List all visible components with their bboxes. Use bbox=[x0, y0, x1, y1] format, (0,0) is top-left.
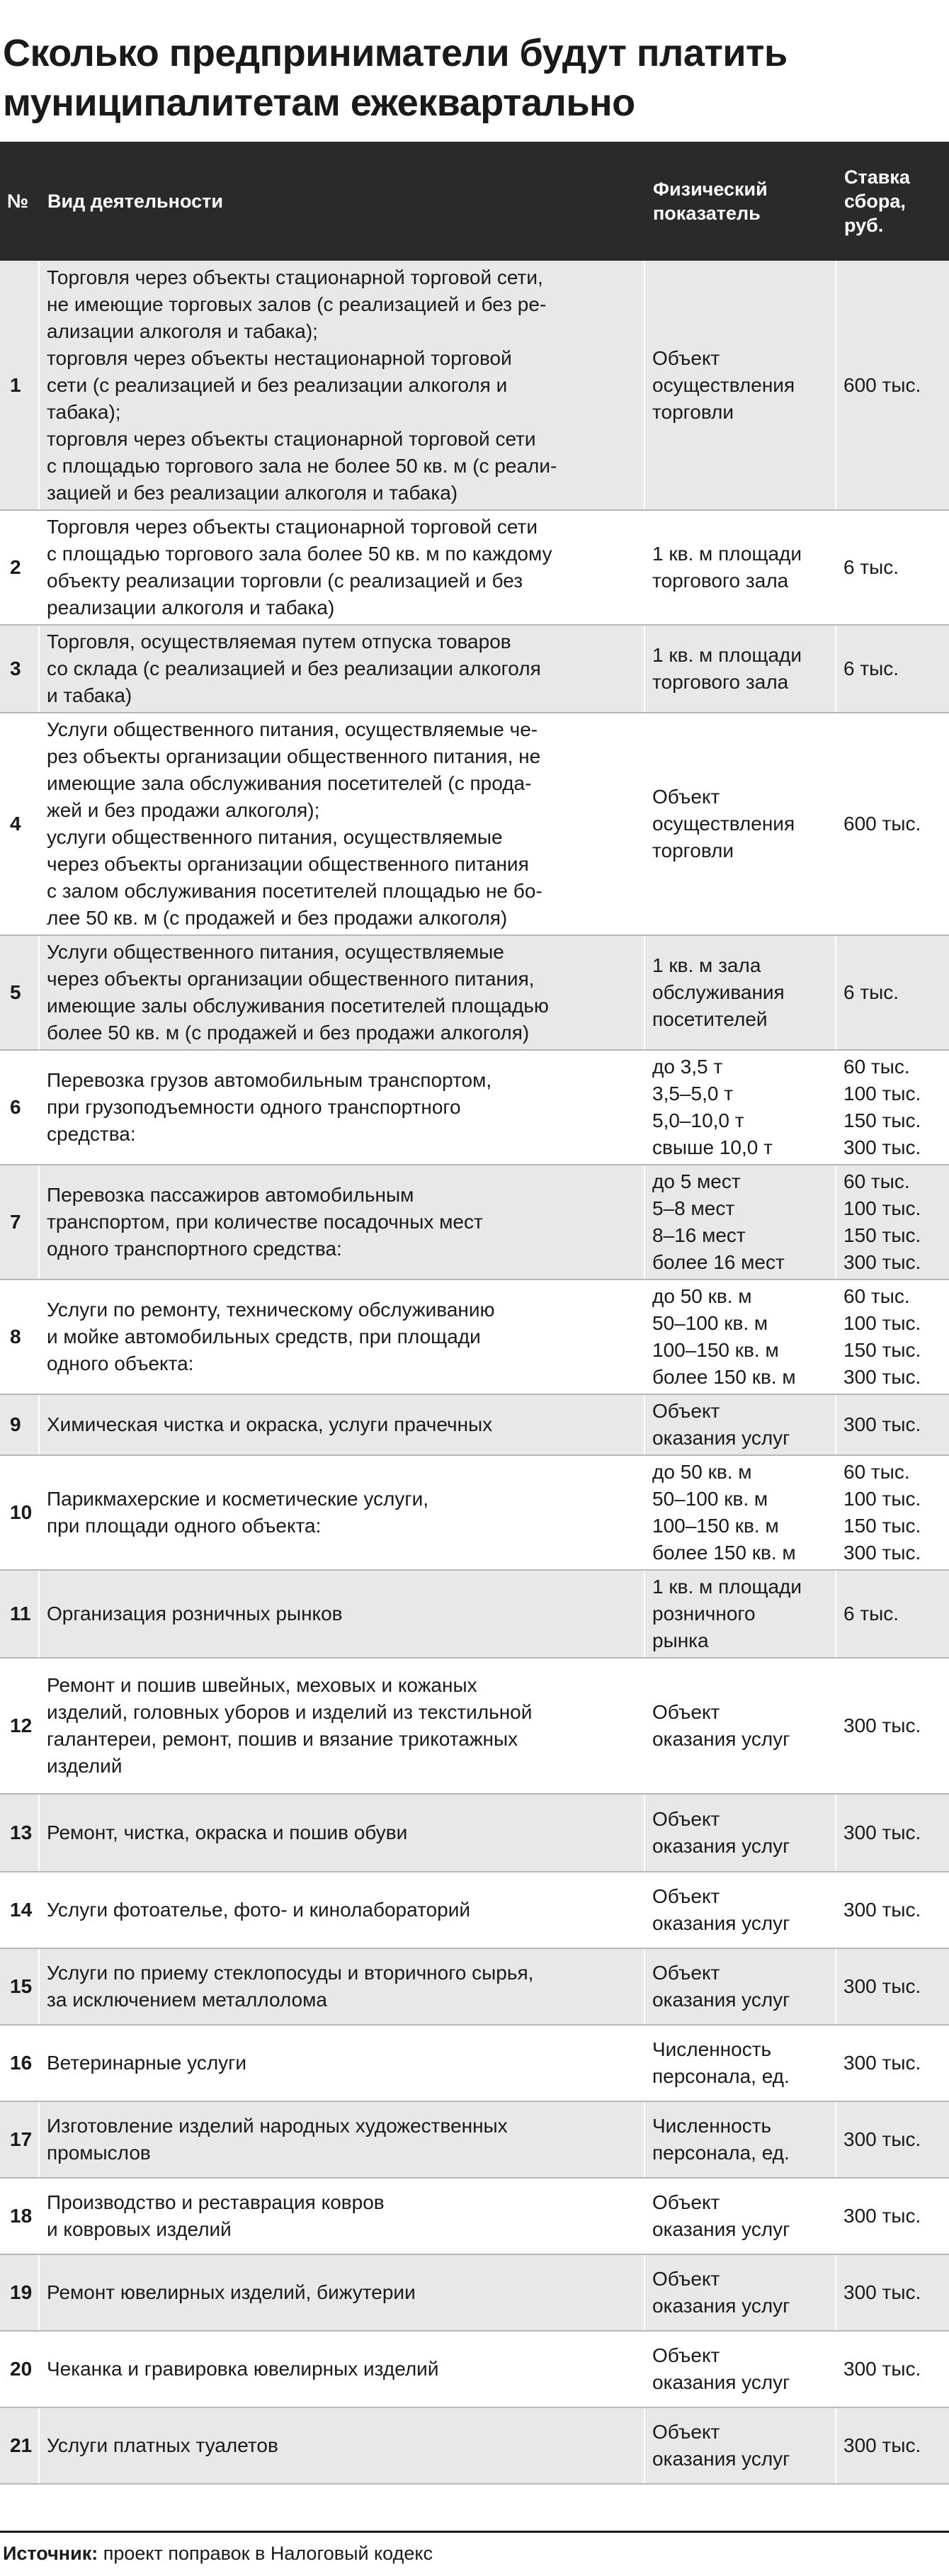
indicator-cell bbox=[644, 2178, 836, 2254]
indicator-cell-line: осуществления bbox=[652, 373, 795, 396]
row-number: 12 bbox=[0, 1658, 39, 1794]
table-row bbox=[0, 2407, 949, 2484]
rate-cell bbox=[836, 2331, 949, 2407]
indicator-cell-line: оказания услуг bbox=[652, 2371, 790, 2393]
row-number: 6 bbox=[0, 1050, 39, 1165]
activity-cell-line: Ремонт ювелирных изделий, бижутерии bbox=[47, 2281, 416, 2303]
table-header bbox=[0, 142, 949, 261]
activity-cell-line: Торговля через объекты стационарной торговой сети, bbox=[47, 266, 543, 288]
indicator-cell-line: Объект bbox=[652, 2421, 720, 2443]
activity-cell-line: Торговля через объекты стационарной торговой сети bbox=[47, 516, 538, 538]
rate-cell bbox=[836, 625, 949, 713]
activity-cell bbox=[39, 2254, 644, 2331]
rate-cell-line: 300 тыс. bbox=[843, 1899, 921, 1921]
fee-rates-table bbox=[0, 142, 949, 2485]
activity-cell-line: Химическая чистка и окраска, услуги прачечных bbox=[47, 1413, 493, 1435]
rate-cell-line: 60 тыс. bbox=[843, 1461, 910, 1483]
rate-cell-line: 300 тыс. bbox=[843, 1136, 921, 1158]
indicator-cell-line: 8–16 мест bbox=[652, 1224, 746, 1246]
indicator-cell-line: розничного bbox=[652, 1603, 756, 1625]
rate-cell-line: 600 тыс. bbox=[843, 373, 921, 396]
title-line-1: Сколько предприниматели будут платить bbox=[3, 32, 788, 74]
rate-cell bbox=[836, 1394, 949, 1455]
activity-cell-line: изделий bbox=[47, 1755, 123, 1777]
indicator-cell-line: до 3,5 т bbox=[652, 1056, 723, 1078]
activity-cell-line: через объекты организации общественного питания, bbox=[47, 968, 535, 990]
rate-cell-line: 300 тыс. bbox=[843, 1975, 921, 1997]
table-row bbox=[0, 1872, 949, 1948]
activity-cell-line: объекту реализации торговли (с реализацией и без bbox=[47, 570, 523, 592]
row-number: 9 bbox=[0, 1394, 39, 1455]
indicator-cell-line: обслуживания bbox=[652, 981, 785, 1003]
activity-cell-line: Ремонт, чистка, окраска и пошив обуви bbox=[47, 1821, 408, 1843]
indicator-cell bbox=[644, 1165, 836, 1279]
activity-cell-line: галантереи, ремонт, пошив и вязание трикотажных bbox=[47, 1728, 518, 1750]
indicator-cell bbox=[644, 510, 836, 625]
indicator-cell-line: Объект bbox=[652, 1701, 720, 1723]
activity-cell-line: Услуги платных туалетов bbox=[47, 2434, 278, 2456]
row-number: 16 bbox=[0, 2025, 39, 2101]
activity-cell bbox=[39, 2407, 644, 2484]
table-row bbox=[0, 1279, 949, 1394]
rate-cell bbox=[836, 1570, 949, 1658]
rate-cell-line: 60 тыс. bbox=[843, 1170, 910, 1192]
row-number: 15 bbox=[0, 1948, 39, 2025]
rate-cell bbox=[836, 2407, 949, 2484]
rate-cell bbox=[836, 2101, 949, 2178]
activity-cell bbox=[39, 1165, 644, 1279]
header-row bbox=[0, 142, 949, 261]
activity-cell-line: Чеканка и гравировка ювелирных изделий bbox=[47, 2358, 439, 2380]
activity-cell-line: Ремонт и пошив швейных, меховых и кожаных bbox=[47, 1674, 477, 1696]
table-row bbox=[0, 2331, 949, 2407]
page-title bbox=[0, 28, 949, 128]
rate-cell bbox=[836, 1165, 949, 1279]
row-number: 8 bbox=[0, 1279, 39, 1394]
rate-cell-line: 300 тыс. bbox=[843, 1413, 921, 1435]
rate-cell-line: 100 тыс. bbox=[843, 1488, 921, 1510]
rate-cell-line: 60 тыс. bbox=[843, 1285, 910, 1307]
activity-cell bbox=[39, 2101, 644, 2178]
rate-cell-line: 300 тыс. bbox=[843, 1714, 921, 1736]
indicator-cell-line: торговли bbox=[652, 400, 734, 423]
activity-cell-line: имеющие залы обслуживания посетителей площадью bbox=[47, 995, 549, 1017]
indicator-cell bbox=[644, 2254, 836, 2331]
activity-cell-line: за исключением металлолома bbox=[47, 1989, 327, 2011]
row-number: 19 bbox=[0, 2254, 39, 2331]
table-row bbox=[0, 1050, 949, 1165]
activity-cell bbox=[39, 2178, 644, 2254]
indicator-cell bbox=[644, 1658, 836, 1794]
table-row bbox=[0, 2101, 949, 2178]
indicator-cell-line: 5,0–10,0 т bbox=[652, 1109, 744, 1131]
header-indicator-line-2: показатель bbox=[653, 203, 761, 224]
indicator-cell-line: более 16 мест bbox=[652, 1251, 785, 1273]
indicator-cell-line: оказания услуг bbox=[652, 1427, 790, 1449]
activity-cell-line: и мойке автомобильных средств, при площади bbox=[47, 1326, 481, 1348]
rate-cell-line: 150 тыс. bbox=[843, 1224, 921, 1246]
header-rate-line-1: Ставка bbox=[844, 166, 910, 188]
activity-cell-line: более 50 кв. м (с продажей и без продажи алкоголя) bbox=[47, 1022, 530, 1044]
activity-cell bbox=[39, 1455, 644, 1570]
activity-cell-line: торговля через объекты нестационарной торговой bbox=[47, 346, 512, 369]
activity-cell-line: сети (с реализацией и без реализации алкоголя и bbox=[47, 373, 508, 396]
activity-cell-line: через объекты организации общественного питания bbox=[47, 853, 529, 875]
activity-cell bbox=[39, 510, 644, 625]
indicator-cell bbox=[644, 1872, 836, 1948]
row-number: 2 bbox=[0, 510, 39, 625]
indicator-cell-line: Численность bbox=[652, 2115, 772, 2137]
row-number: 21 bbox=[0, 2407, 39, 2484]
row-number: 4 bbox=[0, 713, 39, 935]
activity-cell-line: Изготовление изделий народных художественных bbox=[47, 2115, 508, 2137]
activity-cell-line: изделий, головных уборов и изделий из текстильной bbox=[47, 1701, 533, 1723]
indicator-cell bbox=[644, 1948, 836, 2025]
rate-cell-line: 150 тыс. bbox=[843, 1109, 921, 1131]
rate-cell bbox=[836, 713, 949, 935]
header-indicator bbox=[644, 142, 836, 261]
indicator-cell-line: 1 кв. м зала bbox=[652, 954, 761, 976]
rate-cell bbox=[836, 510, 949, 625]
row-number: 13 bbox=[0, 1794, 39, 1872]
rate-cell-line: 300 тыс. bbox=[843, 1366, 921, 1388]
activity-cell bbox=[39, 261, 644, 510]
activity-cell-line: рез объекты организации общественного питания, не bbox=[47, 745, 541, 767]
rate-cell-line: 300 тыс. bbox=[843, 1251, 921, 1273]
activity-cell-line: ализации алкоголя и табака); bbox=[47, 320, 318, 342]
indicator-cell-line: до 50 кв. м bbox=[652, 1461, 752, 1483]
indicator-cell-line: 1 кв. м площади bbox=[652, 644, 802, 666]
activity-cell-line: одного транспортного средства: bbox=[47, 1238, 342, 1260]
indicator-cell-line: торгового зала bbox=[652, 671, 789, 693]
activity-cell-line: Производство и реставрация ковров bbox=[47, 2191, 385, 2213]
rate-cell-line: 300 тыс. bbox=[843, 2434, 921, 2456]
table-row bbox=[0, 935, 949, 1050]
indicator-cell-line: Объект bbox=[652, 786, 720, 808]
rate-cell bbox=[836, 1455, 949, 1570]
indicator-cell-line: 100–150 кв. м bbox=[652, 1515, 779, 1537]
activity-cell bbox=[39, 1570, 644, 1658]
indicator-cell-line: 50–100 кв. м bbox=[652, 1312, 768, 1334]
activity-cell-line: Услуги по ремонту, техническому обслуживанию bbox=[47, 1299, 495, 1321]
indicator-cell bbox=[644, 935, 836, 1050]
rate-cell-line: 300 тыс. bbox=[843, 1542, 921, 1564]
activity-cell bbox=[39, 2331, 644, 2407]
activity-cell-line: Услуги фотоателье, фото- и кинолабораторий bbox=[47, 1899, 471, 1921]
source-text: проект поправок в Налоговый кодекс bbox=[98, 2543, 433, 2564]
indicator-cell-line: осуществления bbox=[652, 813, 795, 835]
rate-cell-line: 300 тыс. bbox=[843, 1821, 921, 1843]
rate-cell bbox=[836, 261, 949, 510]
indicator-cell bbox=[644, 1455, 836, 1570]
rate-cell bbox=[836, 1658, 949, 1794]
rate-cell-line: 150 тыс. bbox=[843, 1515, 921, 1537]
rate-cell-line: 6 тыс. bbox=[843, 1603, 899, 1625]
table-row bbox=[0, 2254, 949, 2331]
activity-cell-line: торговля через объекты стационарной торговой сети bbox=[47, 427, 536, 450]
indicator-cell bbox=[644, 2331, 836, 2407]
indicator-cell bbox=[644, 1050, 836, 1165]
indicator-cell bbox=[644, 2407, 836, 2484]
indicator-cell bbox=[644, 1279, 836, 1394]
indicator-cell-line: Объект bbox=[652, 2268, 720, 2290]
indicator-cell-line: Объект bbox=[652, 1400, 720, 1422]
indicator-cell-line: 3,5–5,0 т bbox=[652, 1083, 734, 1105]
activity-cell-line: с площадью торгового зала более 50 кв. м по каждому bbox=[47, 543, 552, 565]
rate-cell-line: 100 тыс. bbox=[843, 1197, 921, 1219]
source-label: Источник: bbox=[3, 2543, 98, 2564]
activity-cell-line: Организация розничных рынков bbox=[47, 1603, 343, 1625]
activity-cell-line: промыслов bbox=[47, 2142, 151, 2164]
indicator-cell-line: персонала, ед. bbox=[652, 2065, 790, 2087]
rate-cell-line: 300 тыс. bbox=[843, 2281, 921, 2303]
activity-cell bbox=[39, 1872, 644, 1948]
indicator-cell-line: посетителей bbox=[652, 1008, 768, 1030]
table-row bbox=[0, 261, 949, 510]
activity-cell-line: одного объекта: bbox=[47, 1352, 194, 1374]
row-number: 18 bbox=[0, 2178, 39, 2254]
table-row bbox=[0, 1165, 949, 1279]
indicator-cell-line: торгового зала bbox=[652, 570, 789, 592]
activity-cell bbox=[39, 1050, 644, 1165]
indicator-cell-line: 1 кв. м площади bbox=[652, 1576, 802, 1598]
indicator-cell-line: персонала, ед. bbox=[652, 2142, 790, 2164]
row-number: 20 bbox=[0, 2331, 39, 2407]
rate-cell bbox=[836, 2178, 949, 2254]
indicator-cell-line: рынка bbox=[652, 1629, 709, 1651]
indicator-cell bbox=[644, 1794, 836, 1872]
activity-cell-line: с площадью торгового зала не более 50 кв. м (с реали- bbox=[47, 454, 557, 477]
activity-cell-line: Парикмахерские и косметические услуги, bbox=[47, 1488, 429, 1510]
activity-cell-line: и табака) bbox=[47, 684, 132, 706]
row-number: 5 bbox=[0, 935, 39, 1050]
activity-cell bbox=[39, 1658, 644, 1794]
rate-cell-line: 6 тыс. bbox=[843, 657, 899, 679]
rate-cell bbox=[836, 1279, 949, 1394]
header-number: № bbox=[0, 142, 39, 261]
activity-cell bbox=[39, 1394, 644, 1455]
indicator-cell bbox=[644, 261, 836, 510]
activity-cell-line: Перевозка грузов автомобильным транспортом, bbox=[47, 1069, 492, 1091]
rate-cell-line: 300 тыс. bbox=[843, 2205, 921, 2227]
activity-cell-line: со склада (с реализацией и без реализации алкоголя bbox=[47, 657, 541, 679]
table-row bbox=[0, 625, 949, 713]
indicator-cell-line: оказания услуг bbox=[652, 1835, 790, 1857]
indicator-cell-line: оказания услуг bbox=[652, 1912, 790, 1934]
indicator-cell-line: свыше 10,0 т bbox=[652, 1136, 773, 1158]
rate-cell-line: 150 тыс. bbox=[843, 1339, 921, 1361]
rate-cell-line: 100 тыс. bbox=[843, 1312, 921, 1334]
indicator-cell bbox=[644, 625, 836, 713]
indicator-cell-line: Численность bbox=[652, 2038, 772, 2060]
header-rate-line-3: руб. bbox=[844, 215, 884, 236]
activity-cell-line: при грузоподъемности одного транспортного bbox=[47, 1096, 461, 1118]
activity-cell bbox=[39, 935, 644, 1050]
indicator-cell-line: 1 кв. м площади bbox=[652, 543, 802, 565]
indicator-cell bbox=[644, 1394, 836, 1455]
indicator-cell-line: оказания услуг bbox=[652, 1989, 790, 2011]
indicator-cell-line: оказания услуг bbox=[652, 2448, 790, 2470]
indicator-cell-line: Объект bbox=[652, 346, 720, 369]
table-row bbox=[0, 1394, 949, 1455]
table-row bbox=[0, 2178, 949, 2254]
indicator-cell-line: оказания услуг bbox=[652, 1728, 790, 1750]
header-rate-line-2: сбора, bbox=[844, 191, 906, 212]
indicator-cell-line: до 5 мест bbox=[652, 1170, 741, 1192]
activity-cell-line: жей и без продажи алкоголя); bbox=[47, 799, 320, 821]
activity-cell-line: Торговля, осуществляемая путем отпуска товаров bbox=[47, 631, 511, 653]
activity-cell-line: лее 50 кв. м (с продажей и без продажи алкоголя) bbox=[47, 907, 508, 929]
row-number: 3 bbox=[0, 625, 39, 713]
activity-cell-line: реализации алкоголя и табака) bbox=[47, 597, 335, 618]
indicator-cell-line: Объект bbox=[652, 1962, 720, 1984]
rate-cell-line: 300 тыс. bbox=[843, 2128, 921, 2150]
table-row bbox=[0, 1948, 949, 2025]
table-row bbox=[0, 713, 949, 935]
indicator-cell-line: оказания услуг bbox=[652, 2295, 790, 2317]
table-body bbox=[0, 261, 949, 2484]
row-number: 14 bbox=[0, 1872, 39, 1948]
indicator-cell-line: торговли bbox=[652, 840, 734, 862]
activity-cell-line: Услуги общественного питания, осуществляемые че- bbox=[47, 718, 538, 740]
activity-cell bbox=[39, 1794, 644, 1872]
row-number: 10 bbox=[0, 1455, 39, 1570]
indicator-cell-line: Объект bbox=[652, 2191, 720, 2213]
indicator-cell-line: до 50 кв. м bbox=[652, 1285, 752, 1307]
activity-cell-line: услуги общественного питания, осуществляемые bbox=[47, 826, 503, 848]
activity-cell bbox=[39, 713, 644, 935]
row-number: 17 bbox=[0, 2101, 39, 2178]
indicator-cell bbox=[644, 1570, 836, 1658]
indicator-cell-line: Объект bbox=[652, 2344, 720, 2366]
rate-cell-line: 6 тыс. bbox=[843, 556, 899, 578]
source-note bbox=[0, 2541, 949, 2566]
header-rate bbox=[836, 142, 949, 261]
table-row bbox=[0, 1570, 949, 1658]
indicator-cell bbox=[644, 2025, 836, 2101]
rate-cell-line: 300 тыс. bbox=[843, 2052, 921, 2074]
activity-cell bbox=[39, 625, 644, 713]
rate-cell-line: 6 тыс. bbox=[843, 981, 899, 1003]
rate-cell bbox=[836, 2025, 949, 2101]
header-indicator-line-1: Физический bbox=[653, 179, 768, 200]
table-row bbox=[0, 2025, 949, 2101]
row-number: 7 bbox=[0, 1165, 39, 1279]
indicator-cell-line: Объект bbox=[652, 1808, 720, 1830]
activity-cell-line: транспортом, при количестве посадочных мест bbox=[47, 1211, 483, 1233]
rate-cell-line: 600 тыс. bbox=[843, 813, 921, 835]
indicator-cell-line: более 150 кв. м bbox=[652, 1542, 796, 1564]
activity-cell-line: с залом обслуживания посетителей площадью не бо- bbox=[47, 880, 542, 902]
table-row bbox=[0, 1658, 949, 1794]
activity-cell-line: при площади одного объекта: bbox=[47, 1515, 322, 1537]
title-line-2: муниципалитетам ежеквартально bbox=[3, 81, 635, 124]
indicator-cell-line: 5–8 мест bbox=[652, 1197, 735, 1219]
activity-cell bbox=[39, 1279, 644, 1394]
rate-cell bbox=[836, 935, 949, 1050]
activity-cell-line: Услуги общественного питания, осуществляемые bbox=[47, 941, 504, 963]
indicator-cell-line: оказания услуг bbox=[652, 2218, 790, 2240]
rate-cell bbox=[836, 1872, 949, 1948]
activity-cell-line: табака); bbox=[47, 400, 121, 423]
table-row bbox=[0, 1794, 949, 1872]
rate-cell-line: 300 тыс. bbox=[843, 2358, 921, 2380]
rate-cell bbox=[836, 2254, 949, 2331]
indicator-cell bbox=[644, 713, 836, 935]
indicator-cell-line: более 150 кв. м bbox=[652, 1366, 796, 1388]
rate-cell bbox=[836, 1794, 949, 1872]
table-row bbox=[0, 510, 949, 625]
rate-cell-line: 60 тыс. bbox=[843, 1056, 910, 1078]
activity-cell-line: Ветеринарные услуги bbox=[47, 2052, 247, 2074]
indicator-cell-line: 50–100 кв. м bbox=[652, 1488, 768, 1510]
source-divider bbox=[0, 2531, 949, 2533]
activity-cell-line: средства: bbox=[47, 1123, 136, 1145]
rate-cell bbox=[836, 1948, 949, 2025]
rate-cell bbox=[836, 1050, 949, 1165]
indicator-cell bbox=[644, 2101, 836, 2178]
activity-cell bbox=[39, 2025, 644, 2101]
activity-cell-line: зацией и без реализации алкоголя и табака) bbox=[47, 481, 458, 504]
row-number: 11 bbox=[0, 1570, 39, 1658]
activity-cell-line: не имеющие торговых залов (с реализацией и без ре- bbox=[47, 293, 547, 315]
header-activity: Вид деятельности bbox=[39, 142, 644, 261]
row-number: 1 bbox=[0, 261, 39, 510]
activity-cell bbox=[39, 1948, 644, 2025]
indicator-cell-line: Объект bbox=[652, 1885, 720, 1907]
activity-cell-line: Услуги по приему стеклопосуды и вторичного сырья, bbox=[47, 1962, 534, 1984]
rate-cell-line: 100 тыс. bbox=[843, 1083, 921, 1105]
activity-cell-line: и ковровых изделий bbox=[47, 2218, 232, 2240]
activity-cell-line: Перевозка пассажиров автомобильным bbox=[47, 1184, 414, 1206]
indicator-cell-line: 100–150 кв. м bbox=[652, 1339, 779, 1361]
activity-cell-line: имеющие зала обслуживания посетителей (с прода- bbox=[47, 772, 532, 794]
table-row bbox=[0, 1455, 949, 1570]
